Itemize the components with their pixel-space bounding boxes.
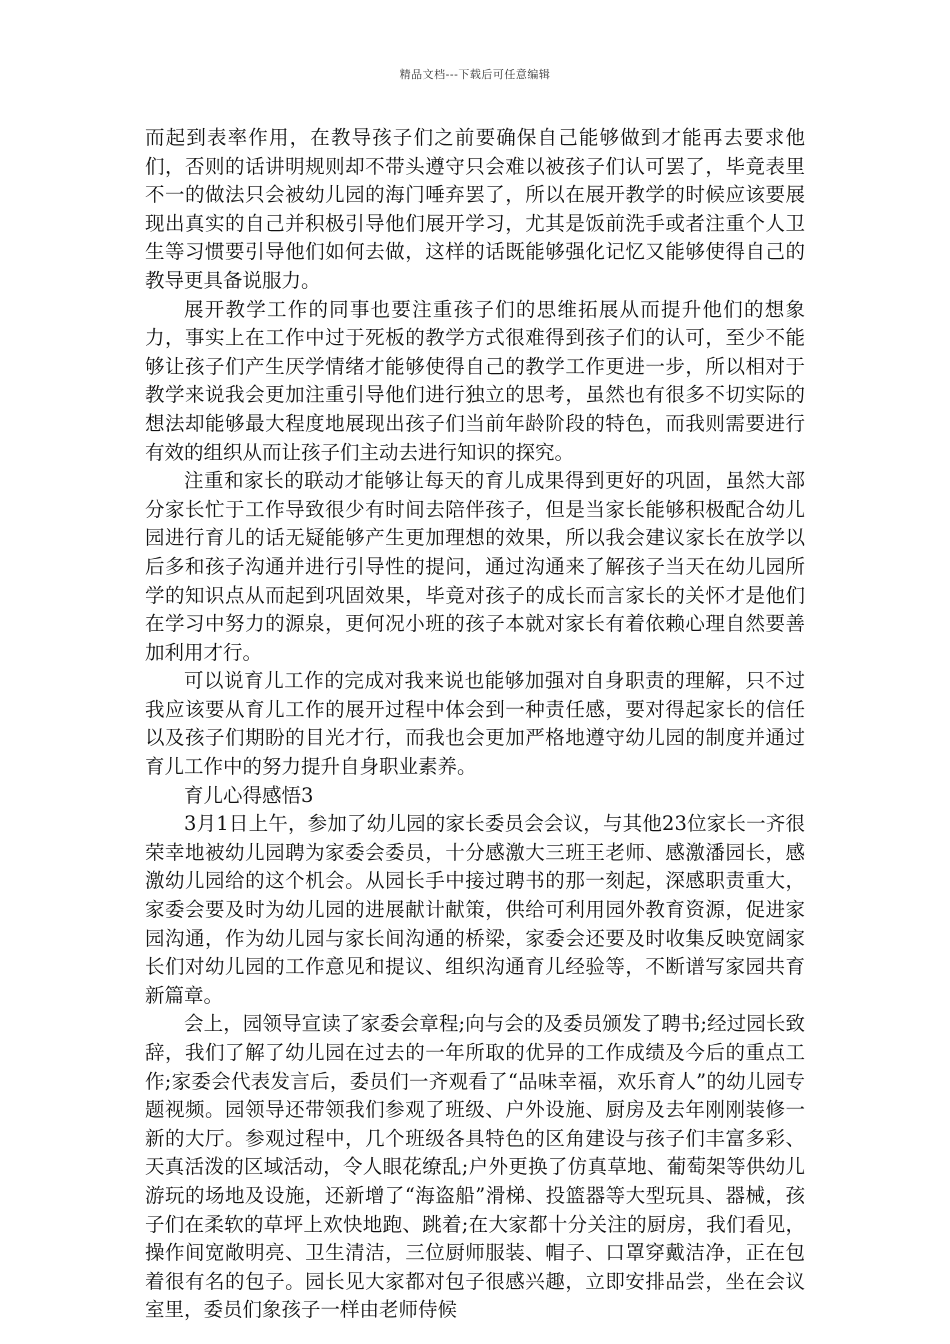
document-body — [145, 124, 805, 1325]
paragraph: 会上，园领导宣读了家委会章程;向与会的及委员颁发了聘书;经过园长致辞，我们了解了幼儿园在过去的一年所取的优异的工作成绩及今后的重点工作;家委会代表发言后，委员们一齐观看了“品味幸福，欢乐育人”的幼儿园专题视频。园领导还带领我们参观了班级、户外设施、厨房及去年刚刚装修一新的大厅。参观过程中，几个班级各具特色的区角建设与孩子们丰富多彩、天真活泼的区域活动，令人眼花缭乱;户外更换了仿真草地、葡萄架等供幼儿游玩的场地及设施，还新增了“海盗船”滑梯、投篮器等大型玩具、器械，孩子们在柔软的草坪上欢快地跑、跳着;在大家都十分关注的厨房，我们看见，操作间宽敞明亮、卫生清洁，三位厨师服装、帽子、口罩穿戴洁净，正在包着很有名的包子。园长见大家都对包子很感兴趣，立即安排品尝，坐在会议室里，委员们象孩子一样由老师侍候 — [145, 1012, 805, 1322]
page-header: 精品文档---下载后可任意编辑 — [399, 68, 551, 81]
paragraph: 注重和家长的联动才能够让每天的育儿成果得到更好的巩固，虽然大部分家长忙于工作导致很少有时间去陪伴孩子，但是当家长能够积极配合幼儿园进行育儿的话无疑能够产生更加理想的效果，所以我会建议家长在放学以后多和孩子沟通并进行引导性的提问，通过沟通来了解孩子当天在幼儿园所学的知识点从而起到巩固效果，毕竟对孩子的成长而言家长的关怀才是他们在学习中努力的源泉，更何况小班的孩子本就对家长有着依赖心理自然要善加利用才行。 — [145, 469, 805, 664]
paragraph: 而起到表率作用，在教导孩子们之前要确保自己能够做到才能再去要求他们，否则的话讲明规则却不带头遵守只会难以被孩子们认可罢了，毕竟表里不一的做法只会被幼儿园的海门唾弃罢了，所以在展开教学的时候应该要展现出真实的自己并积极引导他们展开学习，尤其是饭前洗手或者注重个人卫生等习惯要引导他们如何去做，这样的话既能够强化记忆又能够使得自己的教导更具备说服力。 — [145, 126, 805, 292]
paragraph: 3月1日上午，参加了幼儿园的家长委员会会议，与其他23位家长一齐很荣幸地被幼儿园聘为家委会委员，十分感激大三班王老师、感激潘园长，感激幼儿园给的这个机会。从园长手中接过聘书的那一刻起，深感职责重大，家委会要及时为幼儿园的进展献计献策，供给可利用园外教育资源，促进家园沟通，作为幼儿园与家长间沟通的桥梁，家委会还要及时收集反映宽阔家长们对幼儿园的工作意见和提议、组织沟通育儿经验等，不断谱写家园共育新篇章。 — [145, 812, 805, 1007]
section-heading: 育儿心得感悟3 — [184, 783, 314, 807]
paragraph: 可以说育儿工作的完成对我来说也能够加强对自身职责的理解，只不过我应该要从育儿工作的展开过程中体会到一种责任感，要对得起家长的信任以及孩子们期盼的目光才行，而我也会更加严格地遵守幼儿园的制度并通过育儿工作中的努力提升自身职业素养。 — [145, 669, 805, 779]
paragraph: 展开教学工作的同事也要注重孩子们的思维拓展从而提升他们的想象力，事实上在工作中过于死板的教学方式很难得到孩子们的认可，至少不能够让孩子们产生厌学情绪才能够使得自己的教学工作更进一步，所以相对于教学来说我会更加注重引导他们进行独立的思考，虽然也有很多不切实际的想法却能够最大程度地展现出孩子们当前年龄阶段的特色，而我则需要进行有效的组织从而让孩子们主动去进行知识的探究。 — [145, 297, 805, 464]
